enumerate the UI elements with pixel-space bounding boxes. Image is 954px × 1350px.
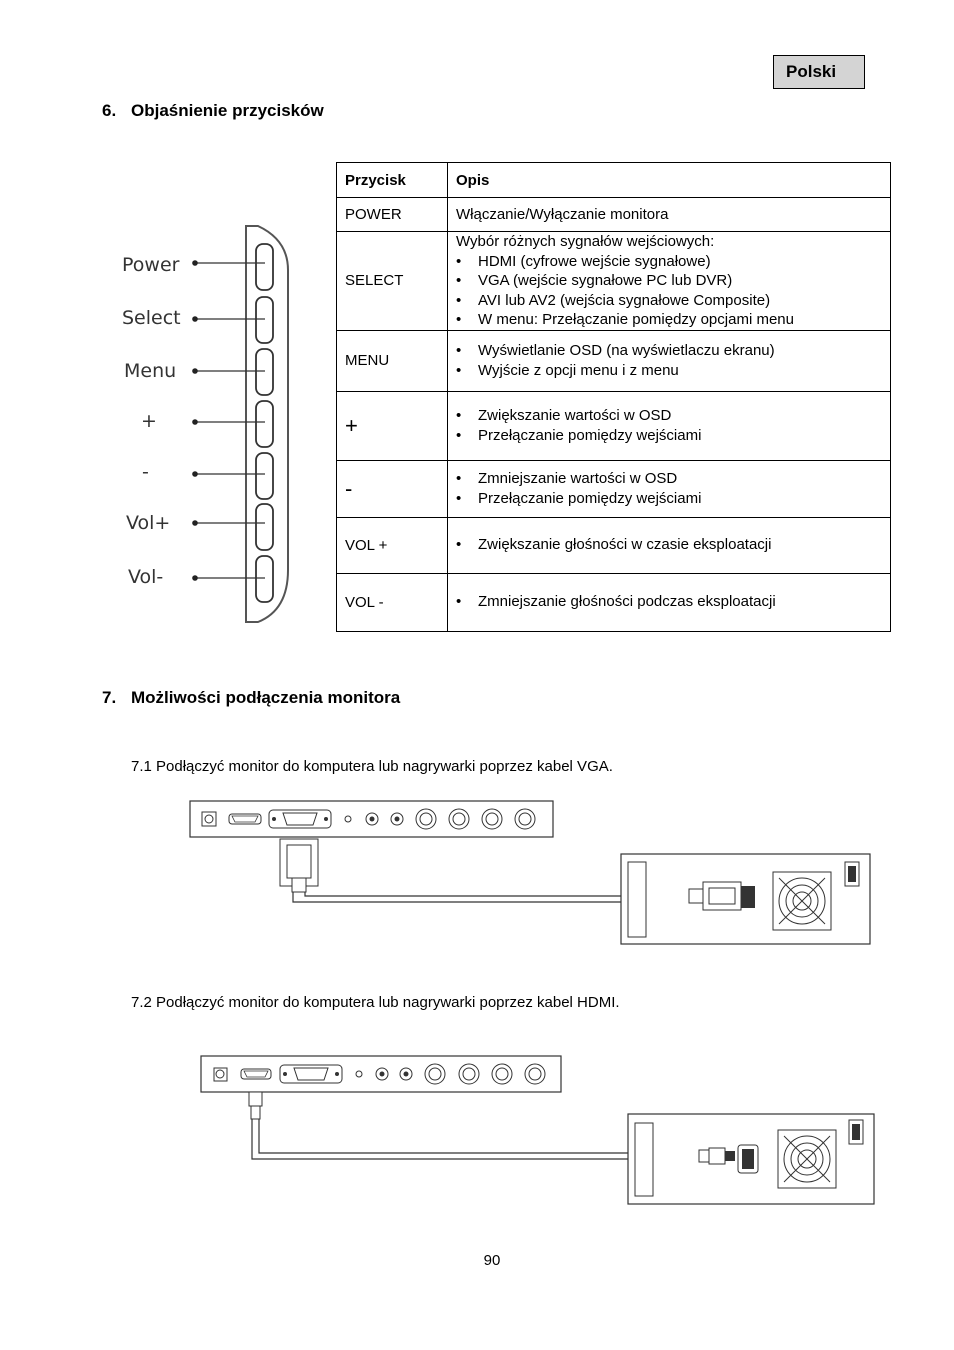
bullet-list: • Zwiększanie głośności w czasie eksploatacji: [456, 535, 882, 555]
vga-connection-diagram: [188, 798, 874, 948]
table-row: POWER Włączanie/Wyłączanie monitora: [337, 198, 891, 232]
column-header-description: Opis: [448, 163, 891, 198]
bullet-list: • HDMI (cyfrowe wejście sygnałowe) • VGA (wejście sygnałowe PC lub DVR) • AVI lub AV2 (wejścia sygnałowe Composite) • W menu: Przełączanie pomiędzy opcjami menu: [456, 252, 882, 330]
panel-label-select: Select: [122, 307, 181, 329]
bullet-list: • Wyświetlanie OSD (na wyświetlaczu ekranu) • Wyjście z opcji menu i z menu: [456, 341, 882, 380]
button-description-table: [336, 162, 891, 632]
step-7-1-text: 7.1 Podłączyć monitor do komputera lub nagrywarki poprzez kabel VGA.: [131, 758, 613, 775]
table-row: + • Zwiększanie wartości w OSD • Przełączanie pomiędzy wejściami: [337, 391, 891, 460]
bullet-list: • Zwiększanie wartości w OSD • Przełączanie pomiędzy wejściami: [456, 406, 882, 445]
bullet-list: • Zmniejszanie głośności podczas eksploatacji: [456, 592, 882, 612]
table-row: SELECT Wybór różnych sygnałów wejściowych: • HDMI (cyfrowe wejście sygnałowe) • VGA (wejście sygnałowe PC lub DVR) • AVI lub AV2 (wejścia sygnałowe Composite) • W menu: Przełączanie pomiędzy opcjami menu: [337, 232, 891, 331]
section-6-heading: 6. Objaśnienie przycisków: [102, 101, 324, 120]
hdmi-connection-diagram: [199, 1054, 877, 1209]
panel-label-vol-plus: Vol+: [126, 512, 171, 534]
panel-label-vol-minus: Vol-: [128, 566, 164, 588]
column-header-button: Przycisk: [337, 163, 448, 198]
table-header-row: [337, 163, 891, 198]
panel-label-minus: -: [142, 461, 149, 483]
panel-label-power: Power: [122, 254, 180, 276]
panel-label-plus: +: [141, 410, 157, 432]
table-row: MENU • Wyświetlanie OSD (na wyświetlaczu ekranu) • Wyjście z opcji menu i z menu: [337, 330, 891, 391]
step-7-2-text: 7.2 Podłączyć monitor do komputera lub nagrywarki poprzez kabel HDMI.: [131, 994, 620, 1011]
section-7-heading: 7. Możliwości podłączenia monitora: [102, 688, 401, 707]
button-panel-illustration: [110, 220, 300, 630]
panel-label-menu: Menu: [124, 360, 177, 382]
bullet-list: • Zmniejszanie wartości w OSD • Przełączanie pomiędzy wejściami: [456, 469, 882, 508]
page-number: 90: [483, 1252, 501, 1269]
table-row: - • Zmniejszanie wartości w OSD • Przełączanie pomiędzy wejściami: [337, 460, 891, 517]
table-row: VOL - • Zmniejszanie głośności podczas eksploatacji: [337, 573, 891, 631]
language-badge: Polski: [773, 55, 865, 89]
table-row: VOL + • Zwiększanie głośności w czasie eksploatacji: [337, 517, 891, 573]
